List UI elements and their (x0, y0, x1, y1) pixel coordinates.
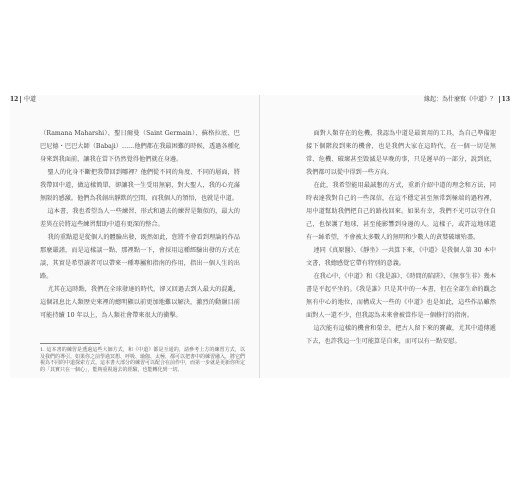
footnote (40, 347, 245, 373)
right-paragraph: 這次能有這樣的機會和榮幸，把古人留下來的寶藏，尤其中道傳遞下去，也許我這一生可能算是自來，而可以有一點安慰。 (306, 325, 496, 345)
left-running-head: 中道 (24, 96, 37, 103)
footnote-text: 1. 這本書的練習是透過這些大師方式，和《中道》都是互通的，請參考上方的練習方式，以及我們的導引。如果你之前學過冥想、呼吸、瑜伽、太極，都可以把書中的練習融入，將它們視為不同的中道探索方式。這本書大部分的練習可以配合在前作中，而第一步就是更新你所定的「其實只在一個心」，能夠重視過去的經驗，也能轉化到一切。 (40, 347, 246, 373)
left-paragraph: （Ramana Maharshi）、聖日爾曼（Saint Germain）、蘇格拉底、巴巴尼德・巴巴大師（Babaji）……他們都在我最困難的時候，透過各種化身來到我面前，讓我在當下仍然覺得他們就在身邊。 (40, 130, 240, 163)
left-paragraph: 聖人的化身不斷把我帶回到哪裡？他們從不同的角度、不同的層面，將我帶回中道，做這樣簡單，卻讓我一生受用無窮，對大聖人，我的心充滿無限的感激。他們為我創出靜默的空間，而我個人的領悟，也就是中道。 (40, 169, 240, 202)
right-page (260, 95, 510, 378)
right-running-head: 緣起：為什麼寫《中道》？ (423, 96, 496, 103)
left-paragraph: 我的重點還是從個人的體驗出發，既然如此，您將不會看到理論的作品那麼嚴謹，而是這樣談一點、那裡點一下，會採用這種經驗出發的方式在談，其實是希望讀者可以帶來一種專屬和指南的作用，指出一個人生的出路。 (40, 234, 240, 280)
left-paragraph: 這本書，我也希望為人一些練習、形式和過去的練習是類似的，最大的差異在於將這些練習幫助中道有更深的整合。 (40, 208, 240, 228)
left-body-text (40, 127, 240, 322)
header-separator (499, 96, 500, 103)
right-body-text (306, 127, 496, 348)
left-page (10, 95, 260, 378)
right-page-header (260, 95, 510, 104)
header-separator (20, 96, 21, 103)
left-page-number: 12 (10, 96, 19, 103)
left-page-header (10, 95, 260, 104)
right-page-number: 13 (501, 96, 510, 103)
right-paragraph: 在我心中，《中道》和《我是誰》、《時間的陷阱》、《無事生非》幾本書是平起平坐的。《我是誰》只是其中的一本書，但在全部生命的觀念無有中心的地位，而構成大一些的《中道》也是如此，這些作品雖然面對人一還不少，但我認為未來會被當作是一個修行的指南。 (306, 273, 496, 319)
right-paragraph: 連同《真原醫》、《靜坐》一共算下來，《中道》是我個人第 30 本中文書，我總感覺它帶有特別的意義。 (306, 247, 496, 267)
right-paragraph: 在此，我希望能用最誠懇的方式，重新介紹中道的理念和方法，同時表達我對自己的一些深信，在這不穩定甚至無常到極端的過程裡，用中道幫助我們把自己的路找回來。如果有幸，我們不光可以守住自己，也保護了地球，甚至能影響到身邊的人。這樣子，或許這地球還有一絲希望，不會被太多數人的無明和少數人的貪婪破壞殆盡。 (306, 182, 496, 241)
footnote-rule (40, 343, 100, 344)
right-paragraph: 面對人類存在的危機，我認為中道是最實用的工具，為自己準備迎接下個階段到來的機會，也是我們大家在這時代，在一個一切是無常、危機、破壞甚至毀滅是早晚的事，只是遲早的一部分，說到底，我們都可以從中得到一些方向。 (306, 130, 496, 176)
left-paragraph: 尤其在這時點，我們在全球發達的時代，卻又回過去到人最大的混亂，這個訊息比人類歷史來裡的總明顯以前更加地難以解決，激烈的動盪目前可能持續 10 年以上，為人類社會帶來很大的衝擊。 (40, 286, 240, 319)
